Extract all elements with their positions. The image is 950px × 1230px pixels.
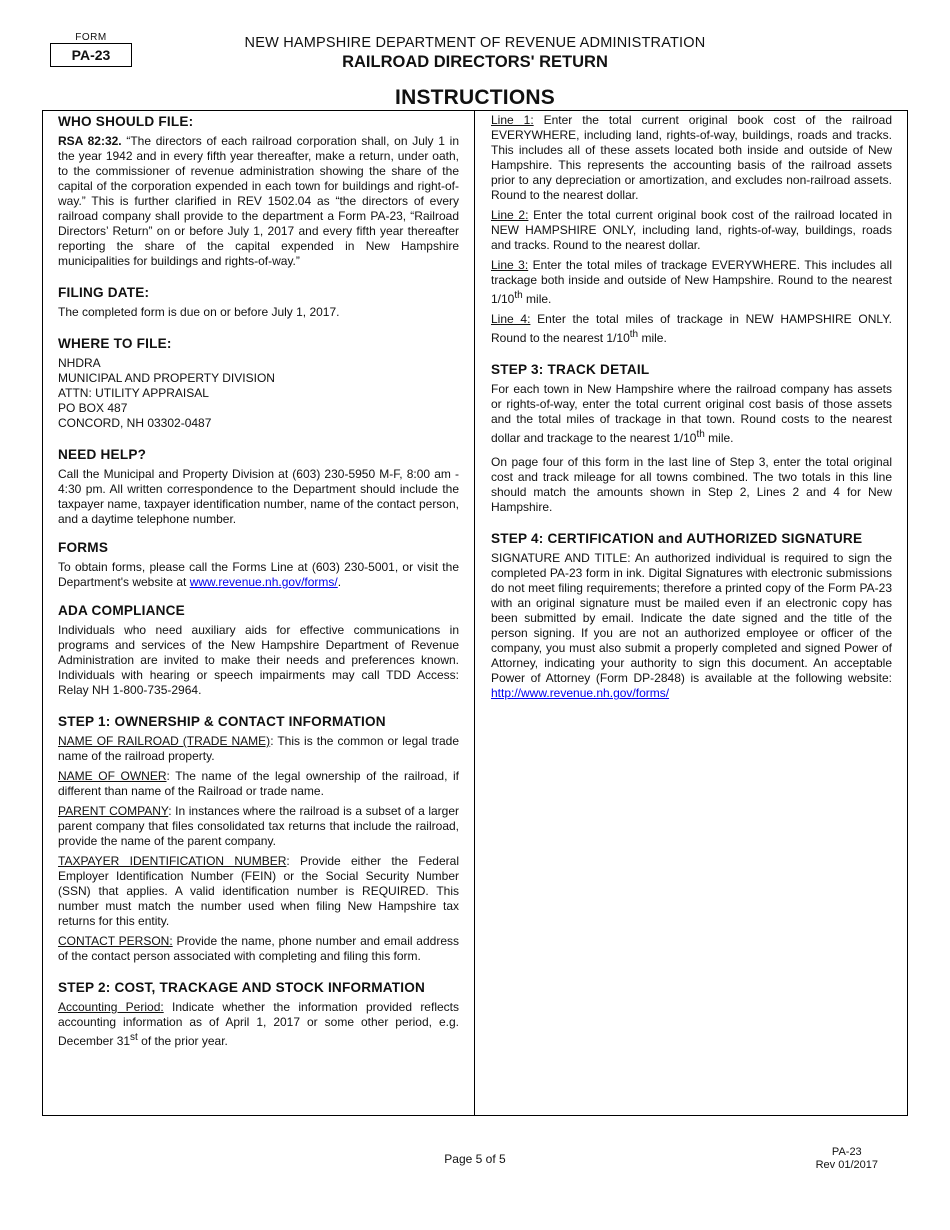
who-body: “The directors of each railroad corporation shall, on July 1 in the year 1942 and in every fifth year thereafter, make a return, under oath, to the commissioner of revenue administration showing the share of the capital of the corporation expended in each town for buildings and right-of-way.” This is further clarified in REV 1502.04 as “the directors of every railroad company shall provide to the department a Form PA-23, “Railroad Directors’ Return” on or before July 1, 2017 and every fifth year thereafter reporting the share of the capital expended in New Hampshire municipalities for buildings and rights-of-way.” xyxy=(58,134,459,268)
tin-label: TAXPAYER IDENTIFICATION NUMBER xyxy=(58,854,287,868)
step3-heading: STEP 3: TRACK DETAIL xyxy=(491,362,650,377)
step1-heading: STEP 1: OWNERSHIP & CONTACT INFORMATION xyxy=(58,714,386,729)
step3-text xyxy=(491,382,892,446)
step2-accounting-period xyxy=(58,1000,459,1049)
filing-date-heading: FILING DATE: xyxy=(58,285,150,300)
step4-heading: STEP 4: CERTIFICATION and AUTHORIZED SIGNATURE xyxy=(491,531,863,546)
mailing-address xyxy=(58,356,459,431)
forms-text xyxy=(58,560,459,590)
section-title: INSTRUCTIONS xyxy=(395,86,555,109)
poa-website-link[interactable]: http://www.revenue.nh.gov/forms/ xyxy=(491,686,670,700)
step3-end: mile. xyxy=(704,431,734,445)
line3-instruction xyxy=(491,258,892,307)
left-column xyxy=(58,113,459,1054)
step1-railroad-name xyxy=(58,734,459,764)
ada-compliance-heading: ADA COMPLIANCE xyxy=(58,603,185,618)
owner-name-text: : The name of the legal ownership of the railroad, if different than name of the Railroad or trade name. xyxy=(58,769,460,798)
line3-end: mile. xyxy=(522,292,552,306)
address-line: ATTN: UTILITY APPRAISAL xyxy=(58,386,209,400)
address-line: MUNICIPAL AND PROPERTY DIVISION xyxy=(58,371,275,385)
agency-name: NEW HAMPSHIRE DEPARTMENT OF REVENUE ADMINISTRATION xyxy=(244,35,706,51)
step1-parent-company xyxy=(58,804,459,849)
forms-website-link[interactable]: www.revenue.nh.gov/forms/ xyxy=(189,575,338,589)
form-number: PA-23 xyxy=(50,43,132,67)
document-title: RAILROAD DIRECTORS' RETURN xyxy=(342,53,608,71)
ordinal-suffix: th xyxy=(514,290,523,301)
owner-name-label: NAME OF OWNER xyxy=(58,769,167,783)
line1-instruction xyxy=(491,113,892,203)
form-label: FORM xyxy=(75,32,107,43)
line2-instruction xyxy=(491,208,892,253)
ordinal-suffix: st xyxy=(130,1032,138,1043)
accounting-period-end: of the prior year. xyxy=(137,1034,228,1048)
who-should-file-heading: WHO SHOULD FILE: xyxy=(58,114,194,129)
line4-instruction xyxy=(491,312,892,346)
who-should-file-text xyxy=(58,134,459,269)
contact-person-text: Provide the name, phone number and email address of the contact person associated with completing and filing this form. xyxy=(58,934,459,963)
column-divider xyxy=(474,110,475,1116)
line4-text: Enter the total miles of trackage in NEW HAMPSHIRE ONLY. Round to the nearest 1/10 xyxy=(491,312,892,345)
address-line: NHDRA xyxy=(58,356,101,370)
page-number: Page 5 of 5 xyxy=(444,1152,506,1166)
line2-text: Enter the total current original book cost of the railroad located in NEW HAMPSHIRE ONLY, including land, rights-of-way, buildings, roads and tracks. Round to the nearest dollar. xyxy=(491,208,892,252)
ordinal-suffix: th xyxy=(629,329,639,340)
railroad-name-label: NAME OF RAILROAD (TRADE NAME) xyxy=(58,734,271,748)
step1-owner-name xyxy=(58,769,459,799)
ordinal-suffix: th xyxy=(696,429,705,440)
filing-date-text: The completed form is due on or before July 1, 2017. xyxy=(58,305,340,319)
tin-text: : Provide either the Federal Employer Identification Number (FEIN) or the Social Security Number (SSN) that applies. A valid identification number is REQUIRED. This number must match the number used when filing New Hampshire tax returns for this entity. xyxy=(58,854,459,928)
step2-heading: STEP 2: COST, TRACKAGE AND STOCK INFORMATION xyxy=(58,980,426,995)
step1-contact-person xyxy=(58,934,459,964)
where-to-file-heading: WHERE TO FILE: xyxy=(58,336,172,351)
forms-heading: FORMS xyxy=(58,540,109,555)
line4-label: Line 4: xyxy=(491,312,531,326)
parent-company-label: PARENT COMPANY xyxy=(58,804,169,818)
rsa-reference: RSA 82:32. xyxy=(58,134,122,148)
form-revision xyxy=(816,1146,878,1172)
address-line: CONCORD, NH 03302-0487 xyxy=(58,416,212,430)
ada-compliance-text: Individuals who need auxiliary aids for effective communications in programs and services of the New Hampshire Department of Revenue Administration are invited to make their needs and preferences known. Individuals with hearing or speech impairments may call TDD Access: Relay NH 1-800-735-2964. xyxy=(58,623,459,697)
step4-body: SIGNATURE AND TITLE: An authorized individual is required to sign the completed PA-23 form in ink. Digital Signatures with electronic submissions do not meet filing requirements; therefore a printed copy of the Form PA-23 with an original signature must be mailed even if an electronic copy has been submitted by email. Indicate the date signed and the title of the person signing. If you are not an authorized employee or officer of the company, you must also submit a properly completed and signed Power of Attorney, indicating your authority to sign this document. An acceptable Power of Attorney (Form DP-2848) is available at the following website: xyxy=(491,551,892,685)
line1-label: Line 1: xyxy=(491,113,534,127)
need-help-heading: NEED HELP? xyxy=(58,447,147,462)
accounting-period-label: Accounting Period: xyxy=(58,1000,164,1014)
line4-end: mile. xyxy=(638,331,667,345)
line3-label: Line 3: xyxy=(491,258,529,272)
step4-text xyxy=(491,551,892,701)
contact-person-label: CONTACT PERSON: xyxy=(58,934,173,948)
parent-company-text: : In instances where the railroad is a subset of a larger parent company that files consolidated tax returns that include the railroad, provide the name of the parent company. xyxy=(58,804,459,848)
step3-totals-text: On page four of this form in the last line of Step 3, enter the total original cost and track mileage for all towns combined. The two totals in this line should match the amounts shown in Step 2, Lines 2 and 4 for New Hampshire. xyxy=(491,455,892,514)
step3-body: For each town in New Hampshire where the railroad company has assets or rights-of-way, enter the total current original cost basis of those assets and the total miles of trackage in that town. Round costs to the nearest dollar and trackage to the nearest 1/10 xyxy=(491,382,892,445)
forms-end: . xyxy=(337,575,342,589)
step1-tin xyxy=(58,854,459,929)
footer-form-code: PA-23 xyxy=(831,1146,862,1158)
need-help-text: Call the Municipal and Property Division at (603) 230-5950 M-F, 8:00 am - 4:30 pm. All written correspondence to the Department should include the taxpayer name, taxpayer identification number, name of the contact person, and a daytime telephone number. xyxy=(58,467,459,526)
forms-body: To obtain forms, please call the Forms Line at (603) 230-5001, or visit the Department's website at xyxy=(58,560,459,589)
address-line: PO BOX 487 xyxy=(58,401,128,415)
line2-label: Line 2: xyxy=(491,208,529,222)
line3-text: Enter the total miles of trackage EVERYWHERE. This includes all trackage both inside and outside of New Hampshire. Round to the nearest 1/10 xyxy=(491,258,893,306)
railroad-name-text: : This is the common or legal trade name of the railroad property. xyxy=(58,734,459,763)
right-column xyxy=(491,113,892,706)
line1-text: Enter the total current original book cost of the railroad EVERYWHERE, including land, rights-of-way, buildings, roads and tracks. This includes all of these assets located both inside and outside of New Hampshire. This represents the accounting basis of the railroad assets prior to any depreciation or amortization, and excludes non-railroad assets. Round to the nearest dollar. xyxy=(491,113,892,202)
footer-revision-date: Rev 01/2017 xyxy=(815,1159,878,1171)
accounting-period-text: Indicate whether the information provided reflects accounting information as of April 1, 2017 or some other period, e.g. December 31 xyxy=(58,1000,459,1048)
